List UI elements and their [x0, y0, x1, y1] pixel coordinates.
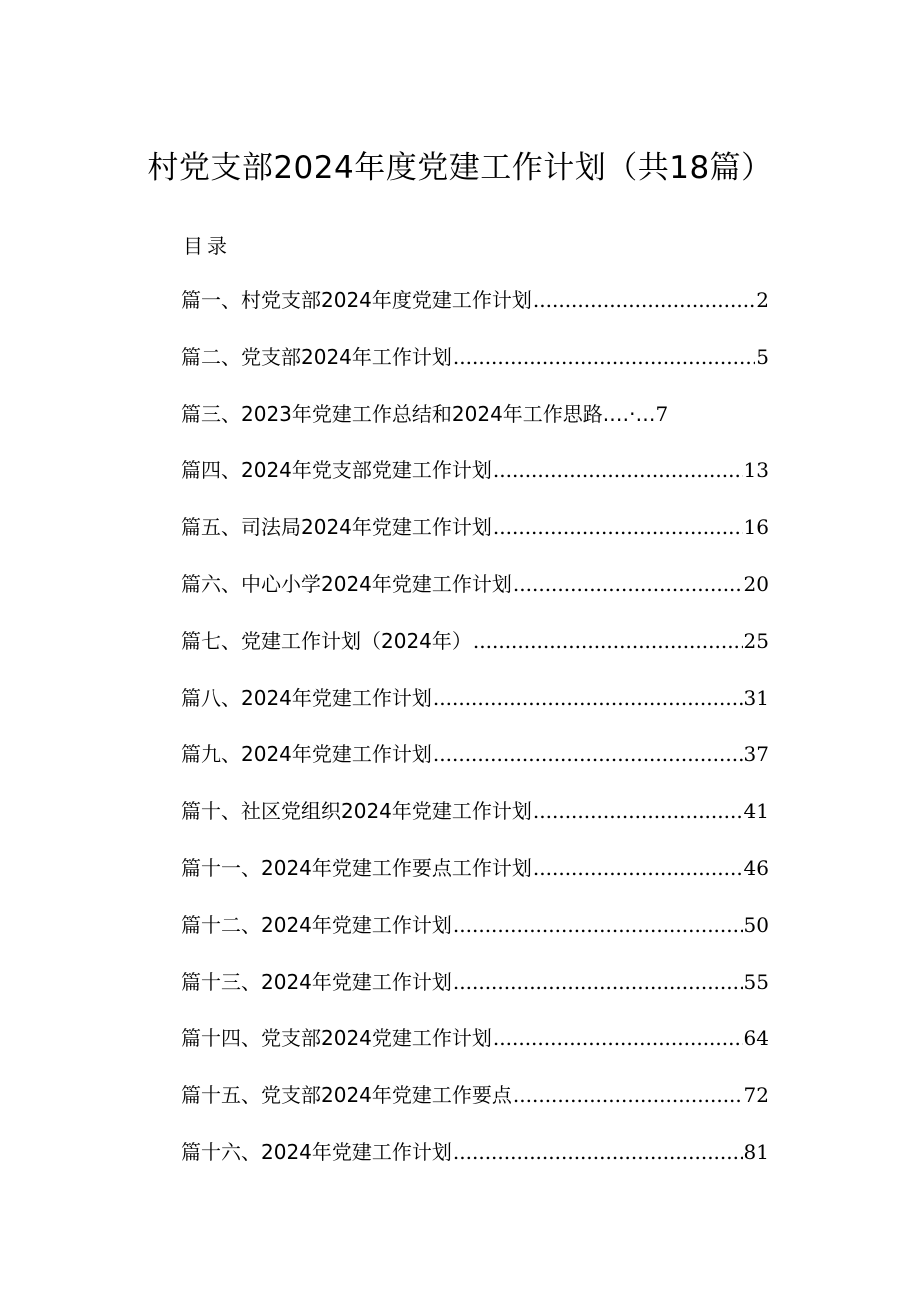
toc-entry-page: 81	[743, 1139, 769, 1164]
toc-entry-page: 13	[743, 458, 769, 483]
toc-entry-1[interactable]	[181, 282, 769, 339]
toc-dot-leader	[533, 793, 743, 829]
toc-entry-label: 篇七、党建工作计划（2024年）	[181, 628, 472, 653]
toc-entry-4[interactable]	[181, 452, 769, 509]
toc-entry-label: 篇四、2024年党支部党建工作计划	[181, 458, 492, 483]
toc-entry-label: 篇十三、2024年党建工作计划	[181, 969, 452, 994]
table-of-contents	[181, 282, 769, 1191]
toc-heading: 目录	[183, 234, 231, 258]
document-title: 村党支部2024年度党建工作计划（共18篇）	[147, 150, 773, 186]
toc-entry-label: 篇八、2024年党建工作计划	[181, 685, 432, 710]
toc-entry-page: 50	[743, 912, 769, 937]
toc-dot-leader	[493, 452, 743, 488]
toc-dot-leader	[453, 1134, 743, 1170]
toc-entry-label: 篇十五、党支部2024年党建工作要点	[181, 1083, 512, 1108]
toc-entry-5[interactable]	[181, 509, 769, 566]
toc-dot-leader	[433, 680, 743, 716]
toc-dot-leader	[433, 736, 743, 772]
toc-dot-leader	[473, 623, 743, 659]
toc-entry-8[interactable]	[181, 680, 769, 737]
toc-entry-label: 篇六、中心小学2024年党建工作计划	[181, 571, 512, 596]
toc-entry-page: 16	[743, 515, 769, 540]
toc-entry-label: 篇十一、2024年党建工作要点工作计划	[181, 855, 532, 880]
toc-entry-label: 篇五、司法局2024年党建工作计划	[181, 515, 492, 540]
toc-entry-14[interactable]	[181, 1020, 769, 1077]
toc-entry-7[interactable]	[181, 623, 769, 680]
toc-entry-label: 篇十、社区党组织2024年党建工作计划	[181, 799, 532, 824]
toc-dot-leader	[513, 1077, 743, 1113]
toc-dot-leader	[493, 1020, 743, 1056]
toc-entry-page: 46	[743, 855, 769, 880]
toc-entry-6[interactable]	[181, 566, 769, 623]
toc-entry-page: 25	[743, 628, 769, 653]
toc-entry-page: 41	[743, 799, 769, 824]
toc-entry-16[interactable]	[181, 1134, 769, 1191]
toc-entry-page: 72	[743, 1083, 769, 1108]
toc-entry-page: 55	[743, 969, 769, 994]
toc-entry-10[interactable]	[181, 793, 769, 850]
toc-entry-label: 篇二、党支部2024年工作计划	[181, 344, 452, 369]
toc-entry-2[interactable]	[181, 339, 769, 396]
toc-entry-page: 64	[743, 1026, 769, 1051]
toc-entry-page: 37	[743, 742, 769, 767]
toc-entry-3[interactable]	[181, 396, 769, 453]
toc-entry-label: 篇十六、2024年党建工作计划	[181, 1139, 452, 1164]
toc-entry-page: 20	[743, 571, 769, 596]
toc-entry-label: 篇一、村党支部2024年度党建工作计划	[181, 288, 532, 312]
toc-entry-13[interactable]	[181, 964, 769, 1021]
toc-entry-11[interactable]	[181, 850, 769, 907]
toc-entry-15[interactable]	[181, 1077, 769, 1134]
toc-entry-page: 31	[743, 685, 769, 710]
toc-dot-leader	[513, 566, 743, 602]
toc-entry-label: 篇九、2024年党建工作计划	[181, 742, 432, 767]
toc-dot-leader	[453, 907, 743, 943]
toc-dot-leader	[533, 282, 755, 318]
toc-entry-label: 篇十二、2024年党建工作计划	[181, 912, 452, 937]
toc-dot-leader	[533, 850, 743, 886]
toc-entry-page: 7	[655, 401, 669, 426]
toc-entry-12[interactable]	[181, 907, 769, 964]
toc-dot-leader	[453, 339, 755, 375]
toc-entry-label: 篇三、2023年党建工作总结和2024年工作思路.…·…	[181, 401, 656, 426]
toc-entry-page: 2	[756, 288, 769, 312]
toc-dot-leader	[493, 509, 743, 545]
toc-entry-9[interactable]	[181, 736, 769, 793]
toc-dot-leader	[453, 964, 743, 1000]
toc-entry-label: 篇十四、党支部2024党建工作计划	[181, 1026, 492, 1051]
toc-entry-page: 5	[756, 344, 769, 369]
